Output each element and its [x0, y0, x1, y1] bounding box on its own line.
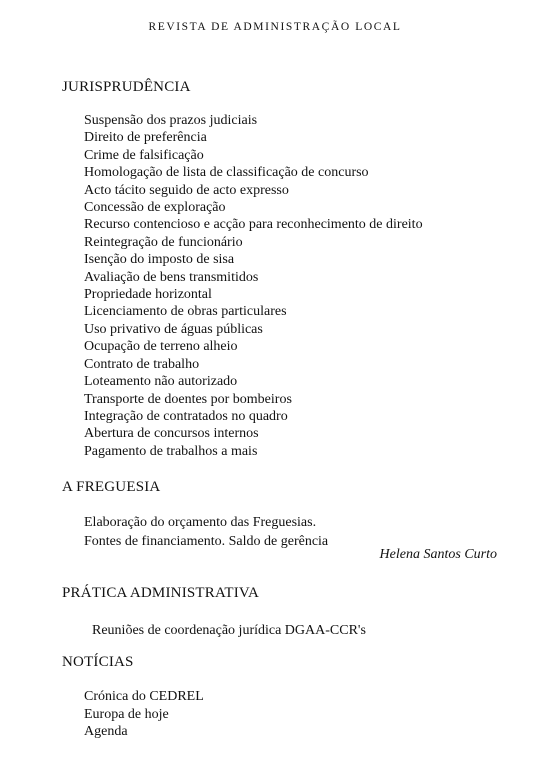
list-item: Crónica do CEDREL: [84, 689, 204, 704]
list-item: Uso privativo de águas públicas: [84, 321, 263, 337]
list-item: Pagamento de trabalhos a mais: [84, 443, 258, 459]
list-item: Agenda: [84, 724, 128, 740]
list-item: Transporte de doentes por bombeiros: [84, 391, 292, 407]
list-item: Concessão de exploração: [84, 200, 226, 216]
pratica-list: [92, 622, 366, 639]
section-title-pratica: PRÁTICA ADMINISTRATIVA: [62, 585, 260, 601]
list-item: Isenção do imposto de sisa: [84, 252, 235, 268]
list-item: Suspensão dos prazos judiciais: [84, 113, 258, 128]
list-item: Avaliação de bens transmitidos: [84, 269, 259, 285]
jurisprudencia-list: [84, 112, 423, 460]
list-item: Licenciamento de obras particulares: [84, 304, 287, 320]
list-item: Europa de hoje: [84, 706, 169, 722]
running-header: REVISTA DE ADMINISTRAÇÃO LOCAL: [148, 21, 402, 33]
list-item: Ocupação de terreno alheio: [84, 339, 238, 355]
author-name: Helena Santos Curto: [379, 547, 497, 562]
list-item: Recurso contencioso e acção para reconhecimento de direito: [84, 217, 423, 233]
list-item: Direito de preferência: [84, 130, 207, 146]
list-item: Homologação de lista de classificação de concurso: [84, 165, 369, 181]
list-item: Elaboração do orçamento das Freguesias.: [84, 515, 317, 530]
section-title-freguesia: A FREGUESIA: [62, 479, 161, 495]
list-item: Propriedade horizontal: [84, 287, 212, 303]
list-item: Abertura de concursos internos: [84, 426, 259, 442]
noticias-list: [84, 688, 204, 741]
freguesia-list: [84, 514, 328, 551]
section-title-noticias: NOTÍCIAS: [62, 654, 134, 670]
list-item: Loteamento não autorizado: [84, 374, 238, 390]
list-item: Acto tácito seguido de acto expresso: [84, 182, 289, 198]
list-item: Integração de contratados no quadro: [84, 408, 288, 424]
list-item: Reintegração de funcionário: [84, 234, 243, 250]
list-item: Reuniões de coordenação jurídica DGAA-CCR's: [92, 623, 366, 638]
list-item: Fontes de financiamento. Saldo de gerência: [84, 533, 329, 549]
list-item: Contrato de trabalho: [84, 356, 200, 372]
section-title-jurisprudencia: JURISPRUDÊNCIA: [62, 79, 191, 95]
list-item: Crime de falsificação: [84, 147, 204, 163]
